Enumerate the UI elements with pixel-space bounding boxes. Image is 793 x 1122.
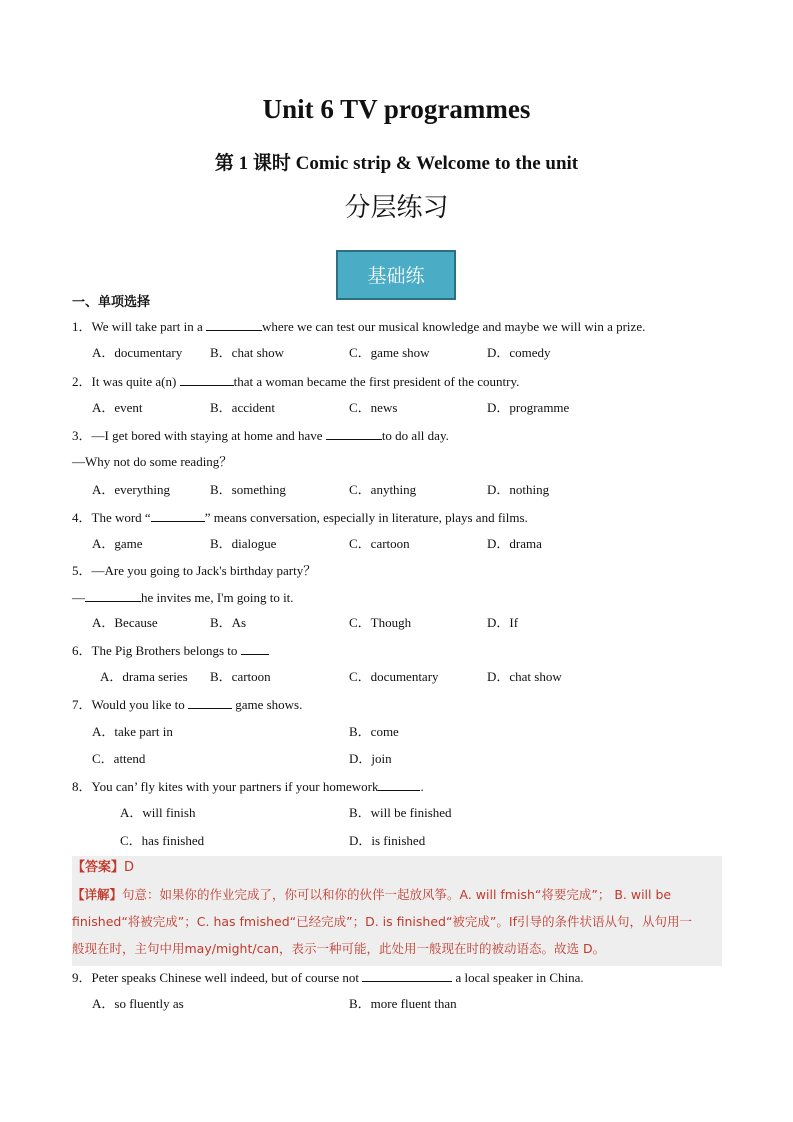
question-3-reply: —Why not do some reading？ (72, 454, 233, 469)
option-d: D．comedy (487, 345, 551, 360)
option-b: B．cartoon (210, 669, 271, 684)
option-a: A．drama series (100, 669, 188, 684)
option-a: A．so fluently as (92, 996, 184, 1011)
answer-blank (85, 589, 141, 602)
answer-blank (326, 427, 382, 440)
question-7: 7．Would you like to game shows. (72, 697, 303, 712)
lesson-title: 第 1 课时 Comic strip & Welcome to the unit (214, 153, 579, 174)
option-c: C．documentary (349, 669, 439, 684)
option-a: A．everything (92, 482, 170, 497)
option-b: B．dialogue (210, 536, 277, 551)
answer-line: 【答案】D (72, 860, 135, 875)
answer-blank (241, 642, 269, 655)
question-3: 3．—I get bored with staying at home and have to do all day. (72, 428, 449, 443)
option-b: B．chat show (210, 345, 285, 360)
option-b: B．come (349, 724, 399, 739)
option-c: C．anything (349, 482, 417, 497)
option-c: C．news (349, 400, 398, 415)
question-4: 4．The word “ ” means conversation, especially in literature, plays and films. (72, 510, 528, 525)
option-c: C．Though (349, 615, 412, 630)
option-d: D．If (487, 615, 519, 630)
page-title: Unit 6 TV programmes (262, 94, 531, 124)
option-a: A．take part in (92, 724, 173, 739)
option-b: B．As (210, 615, 247, 630)
explanation-line-1: 【详解】句意：如果你的作业完成了，你可以和你的伙伴一起放风筝。A. will fmish“将要完成”； B. will be (72, 887, 672, 902)
section-heading: 一、单项选择 (72, 295, 151, 310)
option-d: D．join (349, 751, 392, 766)
option-c: C．game show (349, 345, 430, 360)
question-6: 6．The Pig Brothers belongs to (72, 642, 269, 659)
question-2: 2．It was quite a(n) that a woman became the first president of the country. (72, 374, 520, 389)
option-b: B．accident (210, 400, 275, 415)
question-8: 8．You can’ fly kites with your partners if your homework . (72, 779, 424, 794)
answer-blank (188, 696, 232, 709)
question-1: 1．We will take part in a where we can test our musical knowledge and maybe we will win a prize. (72, 319, 646, 334)
option-a: A．documentary (92, 345, 183, 360)
level-badge: 基础练 (336, 250, 456, 300)
exercise-subtitle: 分层练习 (344, 193, 449, 223)
option-d: D．nothing (487, 482, 550, 497)
option-d: D．chat show (487, 669, 562, 684)
explanation-line-3: 般现在时，主句中用may/might/can，表示一种可能，此处用一般现在时的被动语态。故选 D。 (72, 941, 606, 956)
option-c: C．has finished (120, 833, 205, 848)
option-a: A．will finish (120, 805, 196, 820)
option-d: D．is finished (349, 833, 426, 848)
option-d: D．drama (487, 536, 542, 551)
question-5: 5．—Are you going to Jack's birthday party？ (72, 563, 317, 578)
option-b: B．will be finished (349, 805, 452, 820)
explanation-line-2: finished“将被完成”；C. has fmished“已经完成”；D. is finished“被完成”。If引导的条件状语从句，从句用一 (72, 914, 692, 929)
answer-blank (362, 969, 452, 982)
question-5-reply: — he invites me, I'm going to it. (72, 590, 294, 605)
answer-blank (378, 778, 420, 791)
option-a: A．game (92, 536, 143, 551)
answer-blank (151, 509, 205, 522)
option-b: B．something (210, 482, 286, 497)
answer-blank (180, 373, 234, 386)
option-c: C．cartoon (349, 536, 410, 551)
option-a: A．Because (92, 615, 158, 630)
option-d: D．programme (487, 400, 570, 415)
answer-blank (206, 318, 262, 331)
option-a: A．event (92, 400, 143, 415)
question-9: 9．Peter speaks Chinese well indeed, but of course not a local speaker in China. (72, 970, 584, 985)
option-b: B．more fluent than (349, 996, 457, 1011)
option-c: C．attend (92, 751, 146, 766)
